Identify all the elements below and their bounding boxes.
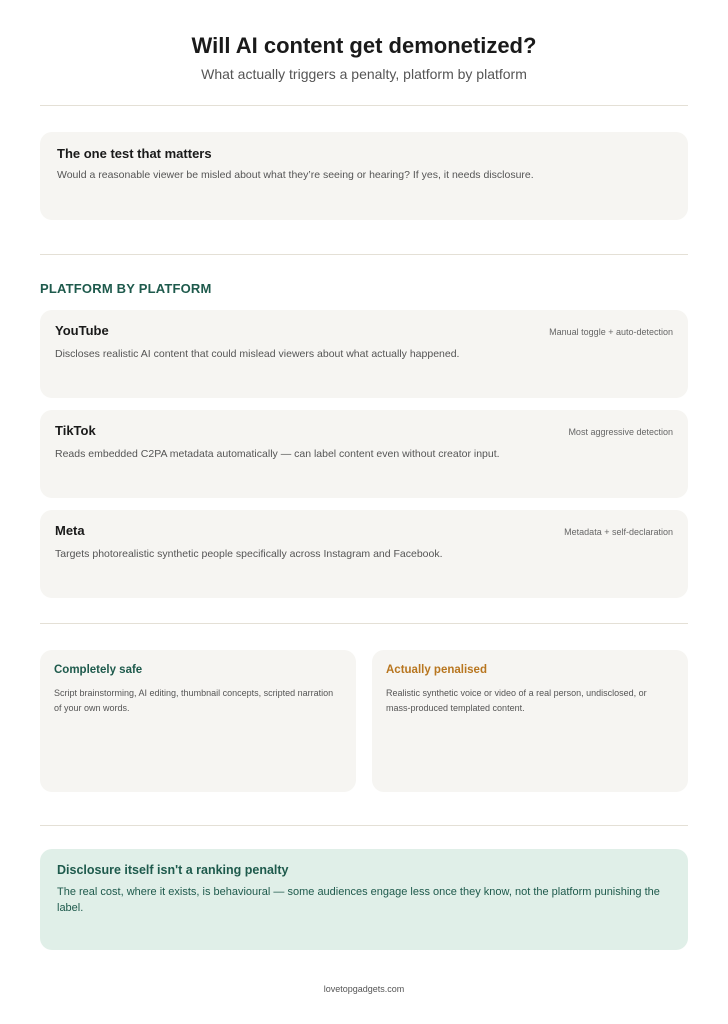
platform-tag: Metadata + self-declaration <box>564 527 673 537</box>
divider <box>40 825 688 826</box>
safe-card-title: Completely safe <box>54 664 143 676</box>
test-card <box>40 132 688 220</box>
platform-card-tiktok <box>40 410 688 498</box>
divider <box>40 254 688 255</box>
platform-name: TikTok <box>55 423 96 438</box>
platform-name: Meta <box>55 523 85 538</box>
test-card-title: The one test that matters <box>57 146 212 161</box>
platform-description: Targets photorealistic synthetic people specifically across Instagram and Facebook. <box>55 548 443 560</box>
penalised-card <box>372 650 688 792</box>
divider <box>40 623 688 624</box>
penalised-card-text: Realistic synthetic voice or video of a real person, undisclosed, or mass-produced templated content. <box>386 688 647 713</box>
penalised-card-title: Actually penalised <box>386 664 487 676</box>
callout-card <box>40 849 688 950</box>
test-card-text: Would a reasonable viewer be misled about what they’re seeing or hearing? If yes, it needs disclosure. <box>57 169 534 181</box>
safe-card-text: Script brainstorming, AI editing, thumbnail concepts, scripted narration of your own words. <box>54 688 334 713</box>
footer-site: lovetopgadgets.com <box>323 984 405 994</box>
safe-card <box>40 650 356 792</box>
callout-text: The real cost, where it exists, is behavioural — some audiences engage less once they know, not the platform punishing the label. <box>57 886 660 914</box>
platform-card-youtube <box>40 310 688 398</box>
page-subtitle: What actually triggers a penalty, platform by platform <box>201 66 527 82</box>
platform-tag: Manual toggle + auto-detection <box>549 327 673 337</box>
platform-description: Discloses realistic AI content that could mislead viewers about what actually happened. <box>55 348 460 360</box>
page-title: Will AI content get demonetized? <box>191 33 537 58</box>
divider <box>40 105 688 106</box>
callout-title: Disclosure itself isn't a ranking penalty <box>57 863 289 877</box>
platform-name: YouTube <box>55 323 109 338</box>
platform-tag: Most aggressive detection <box>568 427 673 437</box>
section-heading-platforms: PLATFORM BY PLATFORM <box>40 281 212 296</box>
platform-description: Reads embedded C2PA metadata automatically — can label content even without creator input. <box>55 448 500 460</box>
platform-card-meta <box>40 510 688 598</box>
